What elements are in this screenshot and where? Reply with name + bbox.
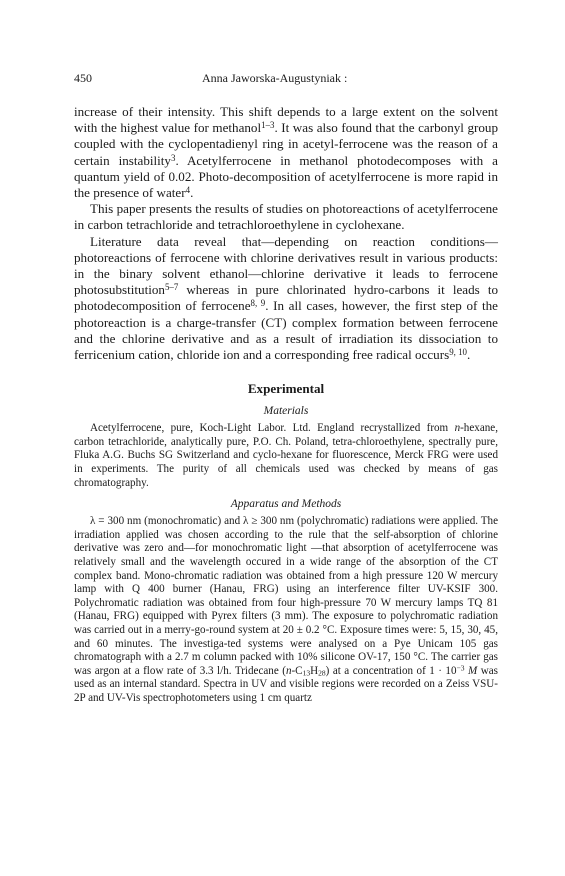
citation: 3 [170, 152, 176, 163]
citation: 4 [185, 185, 191, 196]
running-author: Anna Jaworska-Augustyniak : [202, 71, 348, 85]
citation: 5–7 [164, 282, 179, 293]
page-number: 450 [74, 71, 92, 85]
running-head [74, 70, 498, 88]
materials-body [74, 422, 498, 490]
paragraph-intro-3: Literature data reveal that—depending on reaction conditions—photoreactions of ferrocene with chlorine derivatives result in various products: in the binary solvent ethanol—chlorine derivative it leads to ferrocene photosubstitution$^{5-7}$ whereas in pure chlorinated hydro-carbons it leads to photodecomposition of ferrocene$^{8, 9}$. In all cases, however, the first step of the photoreaction is a charge-transfer (CT) complex formation between ferrocene and the chlorine derivative and as a result of irradiation its dissociation to ferricenium cation, chloride ion and a corresponding free radical occurs$^{9, 10}$. [74, 233, 498, 363]
paragraph-methods: λ = 300 nm (monochromatic) and λ ≥ 300 nm (polychromatic) radiations were applied. The irradiation applied was chosen according to the rule that the self-absorption of chlorine derivative was zero and—for monochromatic light —that absorption of acetylferrocene was relatively small and the wavelength occured in a wide range of the absorption of the CT complex band. Mono-chromatic radiation was obtained from a high pressure 120 W mercury lamp with Q 400 burner (Hanau, FRG) using an interference filter UV-KSIF 300. Polychromatic radiation was obtained from four high-pressure 70 W mercury lamps TQ 81 (Hanau, FRG) equipped with Pyrex filters (3 mm). The exposure to polychromatic radiation was carried out in a merry-go-round system at 20 ± 0.2 °C. Exposure times were: 5, 15, 30, 45, and 60 minutes. The investiga-ted systems were analysed on a Pye Unicam 105 gas chromatograph with a 2.7 m column packed with 10% silicone OV-17, 150 °C. The carrier gas was argon at a flow rate of 3.3 l/h. Tridecane $(n-C_{13}H_{28})$ at a concentration of $1 \cdot 10^{-3}$ M was used as an internal standard. Spectra in UV and visible regions were recorded on a Zeiss VSU-2P and UV-Vis spectrophotometers using 1 cm quartz [74, 515, 498, 704]
citation: 8, 9 [250, 298, 266, 309]
introduction-body [74, 104, 498, 363]
section-title-experimental: Experimental [247, 381, 325, 397]
citation: 1–3 [261, 120, 275, 131]
page [74, 70, 498, 706]
paragraph-intro-1: increase of their intensity. This shift depends to a large extent on the solvent with the highest value for methanol$^{1-3}$. It was also found that the carbonyl group coupled with the cyclopentadienyl ring in acetyl-ferrocene was the reason of a certain instability$^3$. Acetylferrocene in methanol photodecomposes with a quantum yield of 0.02. Photo-decomposition of acetylferrocene is more rapid in the presence of water$^4$. [74, 104, 499, 201]
paragraph-materials: Acetylferrocene, pure, Koch-Light Labor. Ltd. England recrystallized from n-hexane, carbon tetrachloride, analytically pure, P.O. Ch. Poland, tetra-chloroethylene, spectrally pure, Fluka A.G. Buchs SG Switzerland and cyclo-hexane for fluorescence, Merck FRG were used in experiments. The purity of all chemicals used was checked by means of gas chromatography. [74, 422, 498, 489]
paragraph-intro-2: This paper presents the results of studies on photoreactions of acetylferrocene in carbon tetrachloride and tetrachloroethylene in cyclohexane. [74, 201, 498, 233]
subsection-title-materials: Materials [263, 405, 309, 418]
citation: 9, 10 [449, 347, 467, 358]
subsection-title-methods: Apparatus and Methods [230, 498, 342, 511]
methods-body [74, 515, 498, 705]
